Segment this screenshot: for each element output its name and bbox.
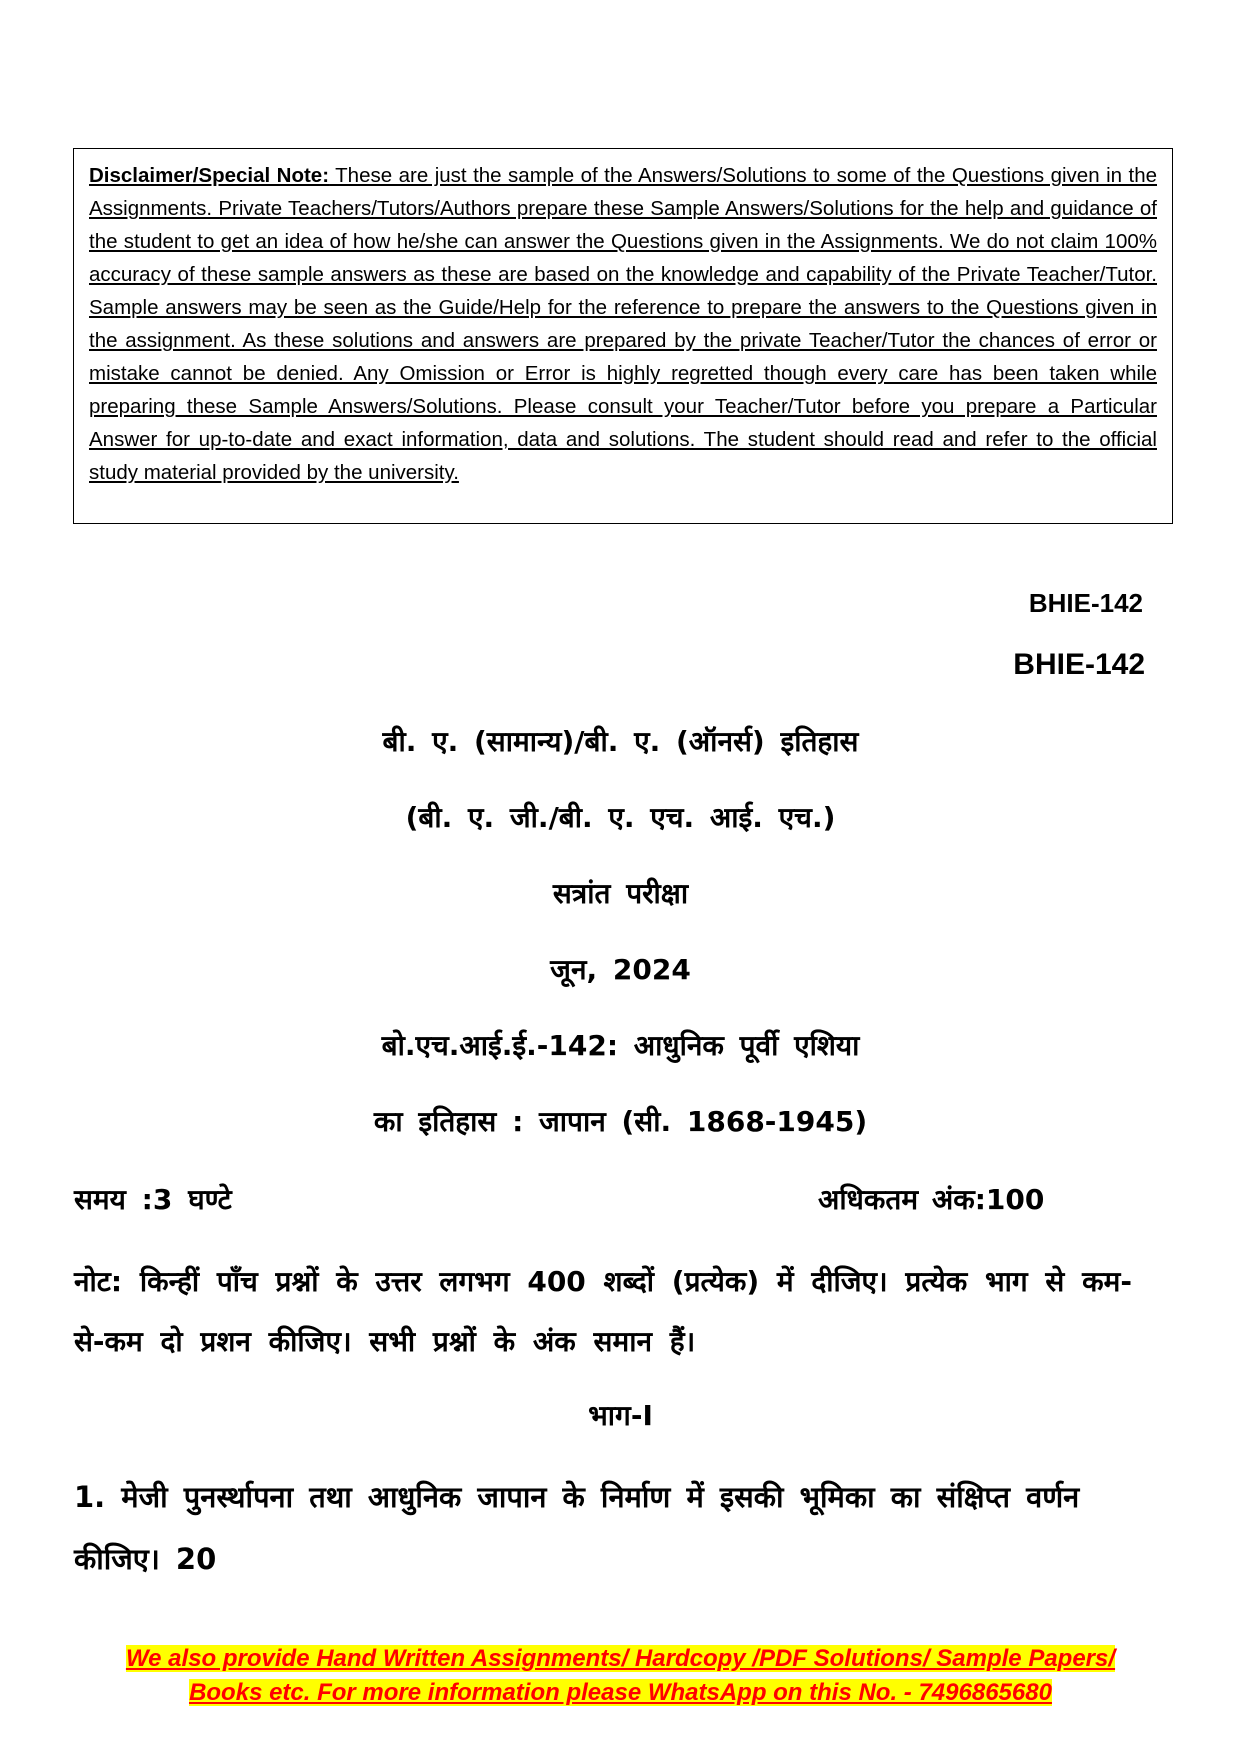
course-code-large: BHIE-142 (1013, 648, 1145, 681)
promo-banner (0, 1642, 1241, 1710)
programme-code: (बी. ए. जी./बी. ए. एच. आई. एच.) (405, 801, 836, 834)
exam-note: नोट: किन्हीं पाँच प्रश्नों के उत्तर लगभग 400 शब्दों (प्रत्येक) में दीजिए। प्रत्येक भाग से कम-से-कम दो प्रशन कीजिए। सभी प्रश्नों के अंक समान हैं। (74, 1265, 1132, 1358)
exam-date: जून, 2024 (550, 953, 691, 986)
exam-time: समय :3 घण्टे (74, 1183, 232, 1216)
promo-line-1: We also provide Hand Written Assignments/ Hardcopy /PDF Solutions/ Sample Papers/ (125, 1645, 1116, 1672)
course-code-small: BHIE-142 (1028, 588, 1143, 618)
course-title-line1: बो.एच.आई.ई.-142: आधुनिक पूर्वी एशिया (381, 1029, 860, 1062)
disclaimer-box (73, 148, 1173, 524)
disclaimer-text: These are just the sample of the Answers/Solutions to some of the Questions given in the Assignments. Private Teachers/Tutors/Authors prepare these Sample Answers/Solutions for the help and guidance of the student to get an idea of how he/she can answer the Questions given in the Assignments. We do not claim 100% accuracy of these sample answers as these are based on the knowledge and capability of the Private Teacher/Tutor. Sample answers may be seen as the Guide/Help for the reference to prepare the answers to the Questions given in the assignment. As these solutions and answers are prepared by the private Teacher/Tutor the chances of error or mistake cannot be denied. Any Omission or Error is highly regretted though every care has been taken while preparing these Sample Answers/Solutions. Please consult your Teacher/Tutor before you prepare a Particular Answer for up-to-date and exact information, data and solutions. The student should read and refer to the official study material provided by the university. (89, 164, 1157, 484)
programme-title: बी. ए. (सामान्य)/बी. ए. (ऑनर्स) इतिहास (382, 725, 859, 758)
promo-line-2: Books etc. For more information please WhatsApp on this No. - 7496865680 (189, 1679, 1052, 1706)
course-title-line2: का इतिहास : जापान (सी. 1868-1945) (373, 1105, 868, 1138)
section-heading: भाग-I (588, 1399, 653, 1432)
exam-type: सत्रांत परीक्षा (552, 877, 689, 910)
disclaimer-lead: Disclaimer/Special Note: (89, 164, 330, 187)
question-1: 1. मेजी पुनर्स्थापना तथा आधुनिक जापान के निर्माण में इसकी भूमिका का संक्षिप्त वर्णन कीजिए। 20 (74, 1480, 1080, 1576)
exam-max-marks: अधिकतम अंक:100 (818, 1183, 1045, 1216)
